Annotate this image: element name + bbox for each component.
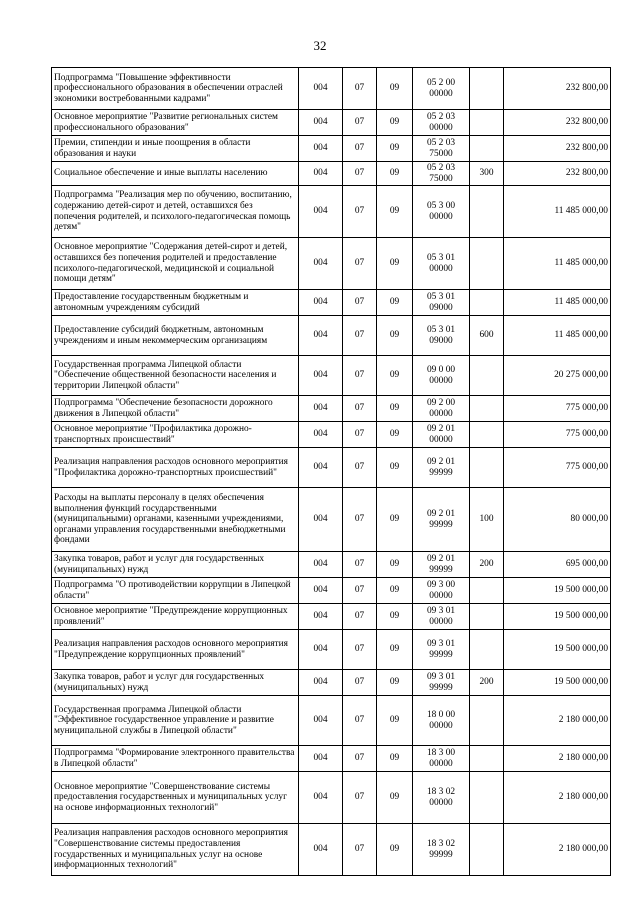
row-target-code: 09 3 00 00000 xyxy=(413,578,470,604)
row-expense-type xyxy=(470,396,504,422)
row-target-code: 05 2 03 75000 xyxy=(413,162,470,186)
row-section: 07 xyxy=(343,696,377,746)
table-row xyxy=(52,448,611,488)
row-amount: 11 485 000,00 xyxy=(504,316,611,356)
row-target-code: 09 0 00 00000 xyxy=(413,356,470,396)
row-amount: 11 485 000,00 xyxy=(504,186,611,238)
row-section: 07 xyxy=(343,396,377,422)
row-name: Предоставление субсидий бюджетным, автономным учреждениям и иным некоммерческим организациям xyxy=(52,316,299,356)
row-expense-type xyxy=(470,238,504,290)
row-name: Подпрограмма "Повышение эффективности профессионального образования в обеспечении отраслей экономики востребованными кадрами" xyxy=(52,68,299,110)
row-section: 07 xyxy=(343,186,377,238)
row-name: Подпрограмма "Формирование электронного правительства в Липецкой области" xyxy=(52,746,299,772)
table-row xyxy=(52,290,611,316)
row-section: 07 xyxy=(343,356,377,396)
row-target-code: 09 3 01 99999 xyxy=(413,670,470,696)
row-subsection: 09 xyxy=(377,488,413,552)
row-admin-code: 004 xyxy=(299,316,343,356)
row-target-code: 05 2 03 75000 xyxy=(413,136,470,162)
row-subsection: 09 xyxy=(377,186,413,238)
row-admin-code: 004 xyxy=(299,238,343,290)
table-row xyxy=(52,772,611,824)
row-admin-code: 004 xyxy=(299,824,343,876)
row-target-code: 09 3 01 00000 xyxy=(413,604,470,630)
table-row xyxy=(52,552,611,578)
table-row xyxy=(52,422,611,448)
row-name: Основное мероприятие "Профилактика дорожно-транспортных происшествий" xyxy=(52,422,299,448)
table-row xyxy=(52,110,611,136)
row-name: Предоставление государственным бюджетным и автономным учреждениям субсидий xyxy=(52,290,299,316)
row-section: 07 xyxy=(343,604,377,630)
row-expense-type xyxy=(470,136,504,162)
row-subsection: 09 xyxy=(377,578,413,604)
row-expense-type xyxy=(470,772,504,824)
row-amount: 232 800,00 xyxy=(504,110,611,136)
row-admin-code: 004 xyxy=(299,186,343,238)
row-amount: 20 275 000,00 xyxy=(504,356,611,396)
row-admin-code: 004 xyxy=(299,68,343,110)
row-name: Подпрограмма "Реализация мер по обучению, воспитанию, содержанию детей-сирот и детей, оставшихся без попечения родителей, и психолого-педагогическая помощь детям" xyxy=(52,186,299,238)
row-amount: 80 000,00 xyxy=(504,488,611,552)
row-target-code: 05 3 01 09000 xyxy=(413,316,470,356)
row-amount: 19 500 000,00 xyxy=(504,604,611,630)
row-expense-type: 600 xyxy=(470,316,504,356)
row-expense-type xyxy=(470,824,504,876)
row-target-code: 09 2 01 99999 xyxy=(413,488,470,552)
row-subsection: 09 xyxy=(377,316,413,356)
row-target-code: 18 3 00 00000 xyxy=(413,746,470,772)
row-name: Основное мероприятие "Содержания детей-сирот и детей, оставшихся без попечения родителей и предоставление психолого-педагогической, медицинской и социальной помощи детям" xyxy=(52,238,299,290)
row-subsection: 09 xyxy=(377,448,413,488)
table-row xyxy=(52,68,611,110)
row-subsection: 09 xyxy=(377,356,413,396)
row-subsection: 09 xyxy=(377,238,413,290)
table-row xyxy=(52,316,611,356)
row-admin-code: 004 xyxy=(299,604,343,630)
row-section: 07 xyxy=(343,772,377,824)
row-section: 07 xyxy=(343,578,377,604)
row-expense-type xyxy=(470,290,504,316)
table-row xyxy=(52,162,611,186)
row-admin-code: 004 xyxy=(299,696,343,746)
row-target-code: 05 3 00 00000 xyxy=(413,186,470,238)
row-target-code: 09 3 01 99999 xyxy=(413,630,470,670)
row-target-code: 18 3 02 99999 xyxy=(413,824,470,876)
row-subsection: 09 xyxy=(377,162,413,186)
row-section: 07 xyxy=(343,448,377,488)
row-section: 07 xyxy=(343,552,377,578)
table-row xyxy=(52,578,611,604)
row-expense-type xyxy=(470,448,504,488)
row-amount: 2 180 000,00 xyxy=(504,772,611,824)
row-amount: 19 500 000,00 xyxy=(504,670,611,696)
row-amount: 232 800,00 xyxy=(504,136,611,162)
row-admin-code: 004 xyxy=(299,552,343,578)
budget-table xyxy=(51,67,611,876)
table-row xyxy=(52,670,611,696)
table-row xyxy=(52,746,611,772)
row-amount: 232 800,00 xyxy=(504,162,611,186)
row-name: Государственная программа Липецкой области "Обеспечение общественной безопасности населения и территории Липецкой области" xyxy=(52,356,299,396)
row-subsection: 09 xyxy=(377,68,413,110)
row-amount: 11 485 000,00 xyxy=(504,290,611,316)
row-section: 07 xyxy=(343,824,377,876)
row-expense-type xyxy=(470,186,504,238)
row-amount: 2 180 000,00 xyxy=(504,696,611,746)
row-subsection: 09 xyxy=(377,552,413,578)
row-name: Премии, стипендии и иные поощрения в области образования и науки xyxy=(52,136,299,162)
row-expense-type: 200 xyxy=(470,552,504,578)
row-target-code: 09 2 00 00000 xyxy=(413,396,470,422)
row-subsection: 09 xyxy=(377,290,413,316)
row-section: 07 xyxy=(343,316,377,356)
table-row xyxy=(52,396,611,422)
row-amount: 19 500 000,00 xyxy=(504,578,611,604)
row-section: 07 xyxy=(343,110,377,136)
table-row xyxy=(52,696,611,746)
row-admin-code: 004 xyxy=(299,162,343,186)
row-amount: 11 485 000,00 xyxy=(504,238,611,290)
row-target-code: 18 0 00 00000 xyxy=(413,696,470,746)
row-admin-code: 004 xyxy=(299,356,343,396)
row-name: Реализация направления расходов основного мероприятия "Совершенствование системы предоставления государственных и муниципальных услуг на основе информационных технологий" xyxy=(52,824,299,876)
row-section: 07 xyxy=(343,238,377,290)
row-section: 07 xyxy=(343,290,377,316)
row-section: 07 xyxy=(343,136,377,162)
row-admin-code: 004 xyxy=(299,110,343,136)
row-section: 07 xyxy=(343,746,377,772)
row-name: Государственная программа Липецкой области "Эффективное государственное управление и развитие муниципальной службы в Липецкой области" xyxy=(52,696,299,746)
row-expense-type: 300 xyxy=(470,162,504,186)
row-target-code: 05 2 03 00000 xyxy=(413,110,470,136)
row-amount: 232 800,00 xyxy=(504,68,611,110)
row-section: 07 xyxy=(343,422,377,448)
row-subsection: 09 xyxy=(377,630,413,670)
row-admin-code: 004 xyxy=(299,578,343,604)
row-expense-type: 200 xyxy=(470,670,504,696)
row-expense-type xyxy=(470,604,504,630)
row-expense-type xyxy=(470,746,504,772)
row-amount: 695 000,00 xyxy=(504,552,611,578)
row-subsection: 09 xyxy=(377,136,413,162)
row-subsection: 09 xyxy=(377,670,413,696)
row-expense-type xyxy=(470,630,504,670)
table-row xyxy=(52,630,611,670)
row-admin-code: 004 xyxy=(299,746,343,772)
row-target-code: 18 3 02 00000 xyxy=(413,772,470,824)
row-expense-type xyxy=(470,578,504,604)
row-name: Социальное обеспечение и иные выплаты населению xyxy=(52,162,299,186)
row-name: Подпрограмма "О противодействии коррупции в Липецкой области" xyxy=(52,578,299,604)
row-section: 07 xyxy=(343,162,377,186)
row-admin-code: 004 xyxy=(299,772,343,824)
row-subsection: 09 xyxy=(377,824,413,876)
row-expense-type xyxy=(470,356,504,396)
row-admin-code: 004 xyxy=(299,488,343,552)
row-subsection: 09 xyxy=(377,772,413,824)
row-target-code: 09 2 01 99999 xyxy=(413,552,470,578)
row-expense-type: 100 xyxy=(470,488,504,552)
row-section: 07 xyxy=(343,630,377,670)
row-admin-code: 004 xyxy=(299,670,343,696)
row-admin-code: 004 xyxy=(299,396,343,422)
row-admin-code: 004 xyxy=(299,630,343,670)
table-row xyxy=(52,136,611,162)
row-section: 07 xyxy=(343,68,377,110)
row-name: Закупка товаров, работ и услуг для государственных (муниципальных) нужд xyxy=(52,670,299,696)
row-target-code: 05 3 01 00000 xyxy=(413,238,470,290)
row-subsection: 09 xyxy=(377,422,413,448)
table-row xyxy=(52,356,611,396)
row-target-code: 05 2 00 00000 xyxy=(413,68,470,110)
row-admin-code: 004 xyxy=(299,136,343,162)
row-subsection: 09 xyxy=(377,696,413,746)
row-name: Подпрограмма "Обеспечение безопасности дорожного движения в Липецкой области" xyxy=(52,396,299,422)
row-name: Основное мероприятие "Предупреждение коррупционных проявлений" xyxy=(52,604,299,630)
row-amount: 775 000,00 xyxy=(504,422,611,448)
row-subsection: 09 xyxy=(377,110,413,136)
row-target-code: 09 2 01 00000 xyxy=(413,422,470,448)
table-row xyxy=(52,186,611,238)
row-section: 07 xyxy=(343,488,377,552)
row-expense-type xyxy=(470,696,504,746)
row-amount: 775 000,00 xyxy=(504,396,611,422)
row-admin-code: 004 xyxy=(299,290,343,316)
row-name: Закупка товаров, работ и услуг для государственных (муниципальных) нужд xyxy=(52,552,299,578)
row-amount: 19 500 000,00 xyxy=(504,630,611,670)
row-expense-type xyxy=(470,68,504,110)
row-name: Реализация направления расходов основного мероприятия "Предупреждение коррупционных проявлений" xyxy=(52,630,299,670)
page-number: 32 xyxy=(313,38,327,53)
row-subsection: 09 xyxy=(377,604,413,630)
row-target-code: 05 3 01 09000 xyxy=(413,290,470,316)
row-expense-type xyxy=(470,422,504,448)
table-row xyxy=(52,488,611,552)
row-target-code: 09 2 01 99999 xyxy=(413,448,470,488)
table-row xyxy=(52,238,611,290)
row-admin-code: 004 xyxy=(299,448,343,488)
row-amount: 2 180 000,00 xyxy=(504,746,611,772)
row-amount: 2 180 000,00 xyxy=(504,824,611,876)
row-section: 07 xyxy=(343,670,377,696)
table-row xyxy=(52,604,611,630)
row-subsection: 09 xyxy=(377,396,413,422)
row-amount: 775 000,00 xyxy=(504,448,611,488)
row-expense-type xyxy=(470,110,504,136)
row-name: Основное мероприятие "Развитие региональных систем профессионального образования" xyxy=(52,110,299,136)
table-row xyxy=(52,824,611,876)
row-name: Расходы на выплаты персоналу в целях обеспечения выполнения функций государственными (муниципальными) органами, казенными учреждениями, органами управления государственными внебюджетными фондами xyxy=(52,488,299,552)
row-subsection: 09 xyxy=(377,746,413,772)
row-name: Реализация направления расходов основного мероприятия "Профилактика дорожно-транспортных происшествий" xyxy=(52,448,299,488)
row-admin-code: 004 xyxy=(299,422,343,448)
row-name: Основное мероприятие "Совершенствование системы предоставления государственных и муниципальных услуг на основе информационных технологий" xyxy=(52,772,299,824)
